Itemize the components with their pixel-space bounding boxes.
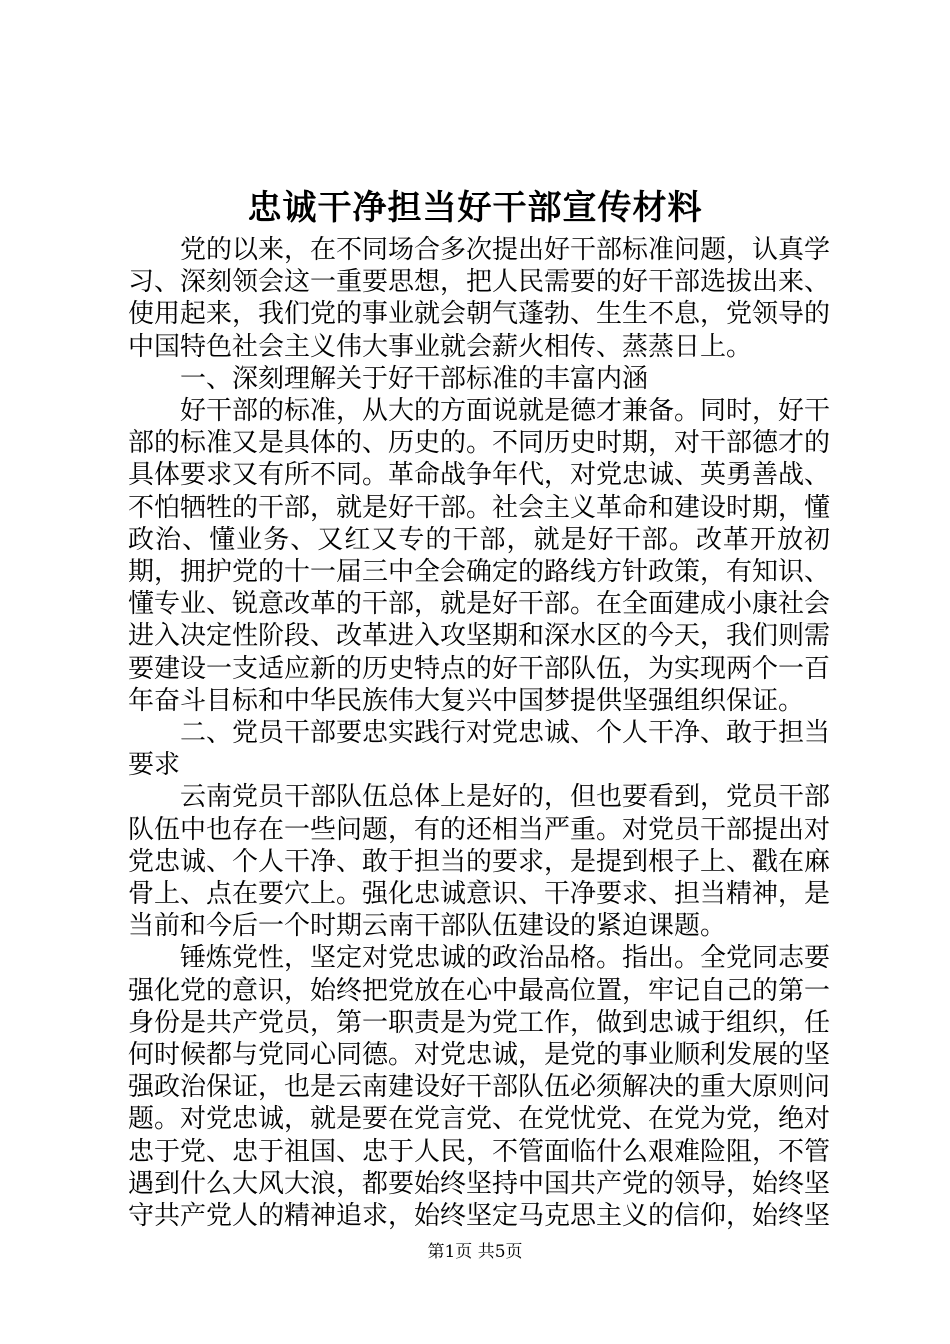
section-2-paragraph-2: 锤炼党性，坚定对党忠诚的政治品格。指出。全党同志要强化党的意识，始终把党放在心中最高位置，牢记自己的第一身份是共产党员，第一职责是为党工作，做到忠诚于组织，任何时候都与党同心同德。对党忠诚，是党的事业顺利发展的坚强政治保证，也是云南建设好干部队伍必须解决的重大原则问题。对党忠诚，就是要在党言党、在党忧党、在党为党，绝对忠于党、忠于祖国、忠于人民，不管面临什么艰难险阻，不管遇到什么大风大浪，都要始终坚持中国共产党的领导，始终坚守共产党人的精神追求，始终坚定马克思主义的信仰，始终坚 — [128, 943, 831, 1232]
page-number-footer: 第1页 共5页 — [427, 1242, 523, 1262]
section-heading-2: 二、党员干部要忠实践行对党忠诚、个人干净、敢于担当要求 — [128, 718, 831, 781]
document-title: 忠诚干净担当好干部宣传材料 — [247, 188, 703, 228]
intro-paragraph: 党的以来，在不同场合多次提出好干部标准问题，认真学习、深刻领会这一重要思想，把人民需要的好干部选拔出来、使用起来，我们党的事业就会朝气蓬勃、生生不息，党领导的中国特色社会主义伟大事业就会薪火相传、蒸蒸日上。 — [128, 235, 831, 362]
section-heading-1: 一、深刻理解关于好干部标准的丰富内涵 — [180, 363, 649, 394]
section-1-paragraph: 好干部的标准，从大的方面说就是德才兼备。同时，好干部的标准又是具体的、历史的。不同历史时期，对干部德才的具体要求又有所不同。革命战争年代，对党忠诚、英勇善战、不怕牺牲的干部，就是好干部。社会主义革命和建设时期，懂政治、懂业务、又红又专的干部，就是好干部。改革开放初期，拥护党的十一届三中全会确定的路线方针政策，有知识、懂专业、锐意改革的干部，就是好干部。在全面建成小康社会进入决定性阶段、改革进入攻坚期和深水区的今天，我们则需要建设一支适应新的历史特点的好干部队伍，为实现两个一百年奋斗目标和中华民族伟大复兴中国梦提供坚强组织保证。 — [128, 396, 831, 716]
section-2-paragraph-1: 云南党员干部队伍总体上是好的，但也要看到，党员干部队伍中也存在一些问题，有的还相当严重。对党员干部提出对党忠诚、个人干净、敢于担当的要求，是提到根子上、戳在麻骨上、点在要穴上。强化忠诚意识、干净要求、担当精神，是当前和今后一个时期云南干部队伍建设的紧迫课题。 — [128, 782, 831, 942]
document-body — [128, 234, 830, 1232]
